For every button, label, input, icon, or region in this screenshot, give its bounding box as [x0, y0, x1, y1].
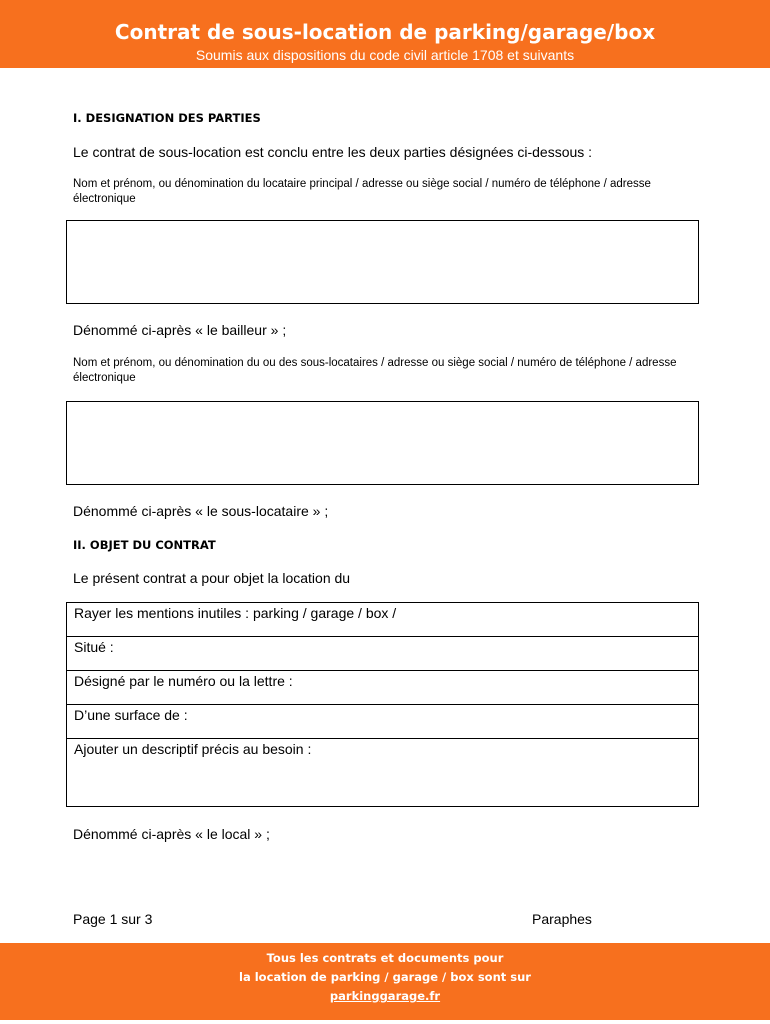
banner-line-2: la location de parking / garage / box sont sur — [239, 970, 531, 984]
table-row[interactable] — [67, 603, 699, 637]
premises-description-cell[interactable]: Ajouter un descriptif précis au besoin : — [67, 739, 699, 807]
sublessee-field-label: Nom et prénom, ou dénomination du ou des sous-locataires / adresse ou siège social / numéro de téléphone / adresse électronique — [73, 357, 677, 384]
table-row[interactable] — [67, 739, 699, 807]
section-title-parties: I. DESIGNATION DES PARTIES — [73, 111, 261, 125]
table-row[interactable] — [67, 705, 699, 739]
lessor-designation: Dénommé ci-après « le bailleur » ; — [73, 322, 287, 338]
banner-line-1: Tous les contrats et documents pour — [266, 951, 504, 965]
table-row[interactable] — [67, 637, 699, 671]
section-title-object: II. OBJET DU CONTRAT — [73, 538, 216, 552]
lessor-input-box[interactable] — [66, 220, 699, 304]
object-intro: Le présent contrat a pour objet la location du — [73, 570, 351, 586]
premises-number-cell[interactable]: Désigné par le numéro ou la lettre : — [67, 671, 699, 705]
parties-intro: Le contrat de sous-location est conclu entre les deux parties désignées ci-dessous : — [73, 144, 593, 160]
sublessee-designation: Dénommé ci-après « le sous-locataire » ; — [73, 503, 329, 519]
header-banner — [0, 0, 770, 68]
document-subtitle: Soumis aux dispositions du code civil article 1708 et suivants — [195, 47, 575, 63]
lessor-field-label: Nom et prénom, ou dénomination du locataire principal / adresse ou siège social / numéro de téléphone / adresse électronique — [73, 178, 651, 205]
sublessee-input-box[interactable] — [66, 401, 699, 485]
premises-table — [66, 602, 699, 807]
table-row[interactable] — [67, 671, 699, 705]
footer-banner — [0, 943, 770, 1020]
premises-surface-cell[interactable]: D’une surface de : — [67, 705, 699, 739]
premises-location-cell[interactable]: Situé : — [67, 637, 699, 671]
premises-designation: Dénommé ci-après « le local » ; — [73, 826, 270, 842]
document-title: Contrat de sous-location de parking/garage/box — [114, 20, 656, 44]
website-link[interactable]: parkinggarage.fr — [329, 989, 441, 1003]
premises-type-cell[interactable]: Rayer les mentions inutiles : parking / garage / box / — [67, 603, 699, 637]
page-number: Page 1 sur 3 — [73, 911, 153, 927]
initials-label: Paraphes — [532, 911, 592, 927]
